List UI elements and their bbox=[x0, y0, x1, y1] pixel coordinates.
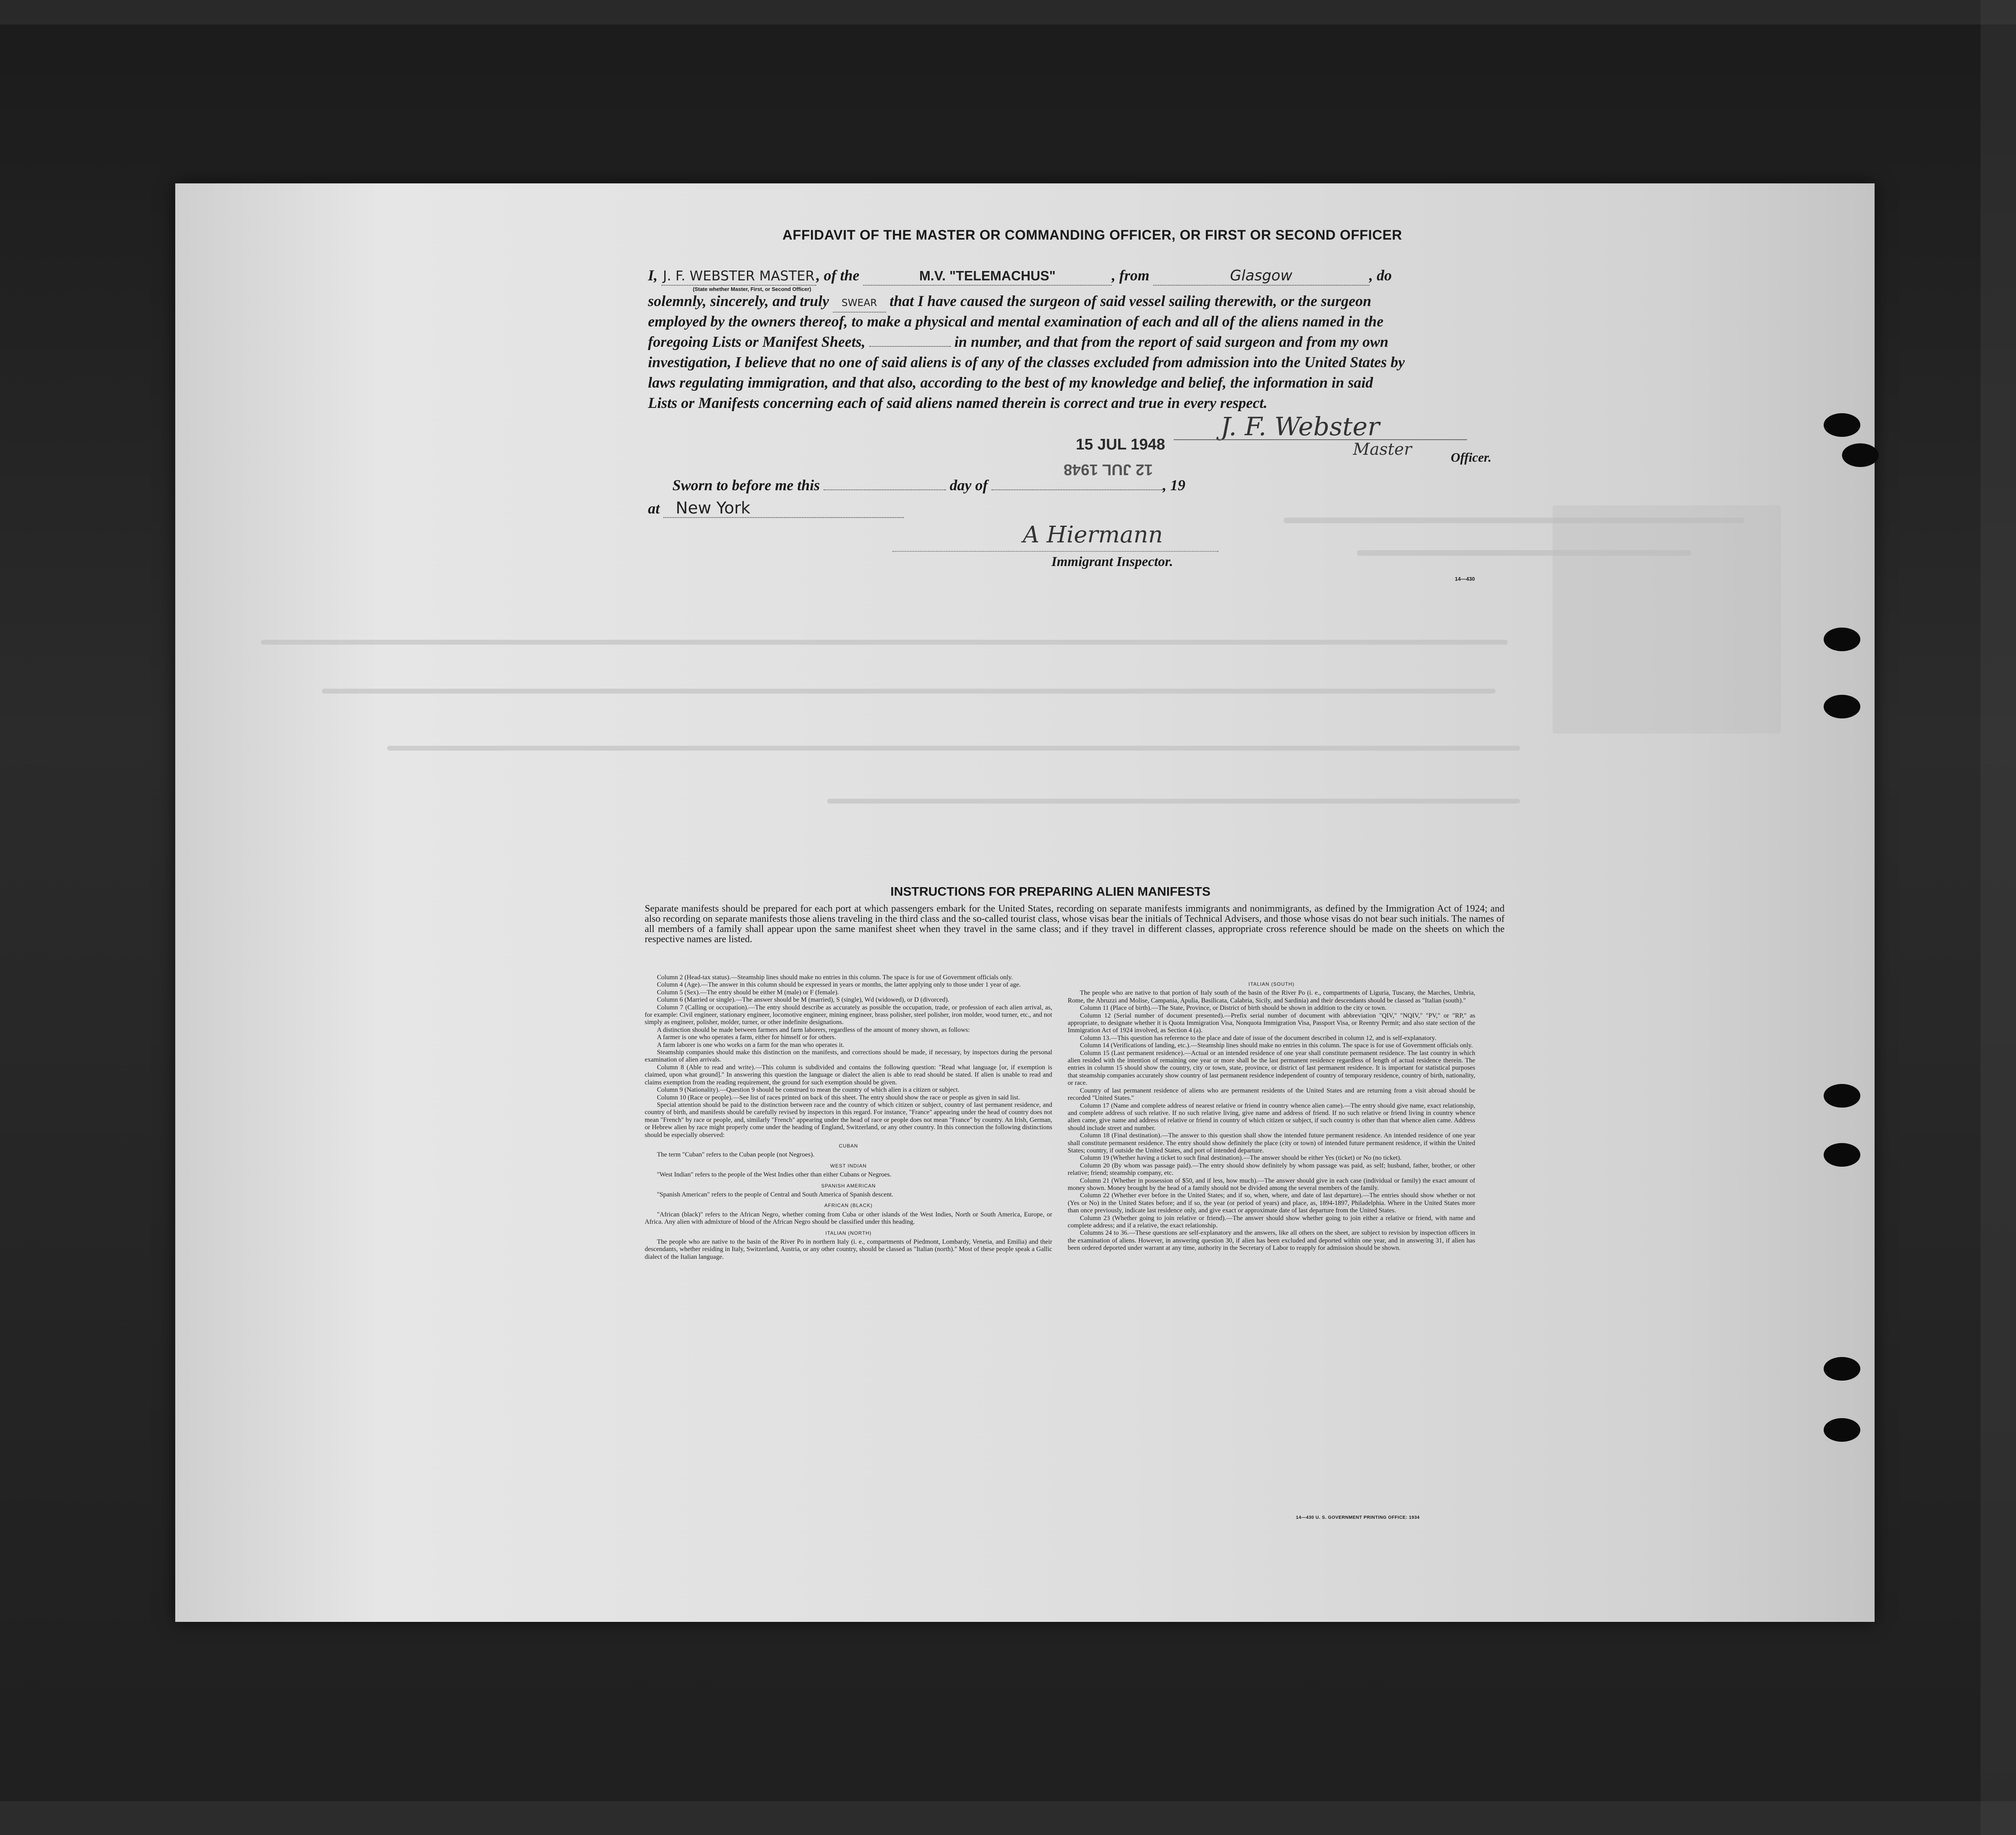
bleed-through-mark bbox=[261, 640, 1508, 645]
instruction-paragraph: Column 11 (Place of birth).—The State, Province, or District of birth should be shown in addition to the city or town. bbox=[1080, 1005, 1387, 1012]
instruction-paragraph: Column 21 (Whether in possession of $50, and if less, how much).—The answer should give in each case (individual or family) the exact amount of money shown. Money brought by the head of a family should not be divided among the several members of the family. bbox=[1068, 1177, 1475, 1192]
instruction-paragraph: Steamship companies should make this distinction on the manifests, and corrections should be made, if necessary, by inspectors during the personal examination of alien arrivals. bbox=[645, 1049, 1052, 1064]
affidavit-line-1 bbox=[648, 267, 1392, 286]
instruction-paragraph: Column 13.—This question has reference to the place and date of issue of the document described in column 12, and is self-explanatory. bbox=[1080, 1034, 1437, 1042]
sworn-month-field bbox=[991, 489, 1163, 490]
date-stamp: 15 JUL 1948 bbox=[1076, 436, 1166, 453]
punch-hole bbox=[1842, 443, 1879, 467]
officer-label: Officer. bbox=[1451, 450, 1492, 465]
date-stamp-reverse: 12 JUL 1948 bbox=[1064, 461, 1153, 478]
section-heading: ITALIAN (SOUTH) bbox=[1248, 981, 1295, 987]
instruction-paragraph: Column 20 (By whom was passage paid).—The entry should show definitely by whom passage was paid, as self; husband, father, brother, or other relative; friend; steamship company, etc. bbox=[1068, 1162, 1475, 1177]
instruction-paragraph: The term "Cuban" refers to the Cuban people (not Negroes). bbox=[657, 1151, 815, 1159]
instructions-intro: Separate manifests should be prepared for each port at which passengers embark for the United States, recording on separate manifests immigrants and nonimmigrants, as defined by the Immigration Act of 1924; and also recording on separate manifests those aliens traveling in the third class and the so-called tourist class, whose visas bear the initials of Technical Advisers, and those whose visas do not bear such initials. The names of all members of a family shall appear upon the same manifest sheet when they travel in the same class; and if they travel in different classes, appropriate cross reference should be made on the sheets on which the respective names are listed. bbox=[645, 903, 1505, 945]
instruction-paragraph: Column 10 (Race or people).—See list of races printed on back of this sheet. The entry should show the race or people as given in said list. bbox=[657, 1094, 1020, 1101]
oath-field: SWEAR bbox=[833, 294, 886, 313]
affidavit-text: I, bbox=[648, 267, 658, 284]
instruction-paragraph: The people who are native to that portion of Italy south of the basin of the River Po (i. e., compartments of Liguria, Tuscany, the Marches, Umbria, Rome, the Abruzzi and Molise, Campania, Apulia, Basilicata, Calabria, Sicily, and Sardinia) and their descendants should be classed as "Italian (south)." bbox=[1068, 989, 1475, 1004]
affidavit-text: foregoing Lists or Manifest Sheets, bbox=[648, 334, 866, 350]
punch-hole bbox=[1824, 1418, 1860, 1442]
signature-line bbox=[1174, 439, 1467, 440]
bleed-through-mark bbox=[387, 746, 1520, 751]
instruction-paragraph: Column 9 (Nationality).—Question 9 should be construed to mean the country of which alien is a citizen or subject. bbox=[657, 1086, 960, 1094]
place-line bbox=[648, 499, 904, 518]
sworn-text: Sworn to before me this bbox=[672, 477, 820, 494]
instruction-paragraph: Column 2 (Head-tax status).—Steamship lines should make no entries in this column. The space is for use of Government officials only. bbox=[657, 974, 1013, 981]
instruction-paragraph: The people who are native to the basin of the River Po in northern Italy (i. e., compartments of Piedmont, Lombardy, Venetia, and Emilia) and their descendants, whether residing in Italy, Switzerland, Austria, or any other country, should be classed as "Italian (north)." Most of these people speak a Gallic dialect of the Italian language. bbox=[645, 1238, 1052, 1260]
affidavit-line-2 bbox=[648, 293, 1371, 313]
punch-hole bbox=[1824, 413, 1860, 437]
affidavit-text: solemnly, sincerely, and truly bbox=[648, 293, 829, 310]
instruction-paragraph: Column 4 (Age).—The answer in this column should be expressed in years or months, the latter applying only to those under 1 year of age. bbox=[657, 981, 1021, 989]
punch-hole bbox=[1824, 1084, 1860, 1108]
affidavit-text: , of the bbox=[816, 267, 859, 284]
punch-hole bbox=[1824, 1143, 1860, 1167]
instruction-paragraph: "African (black)" refers to the African Negro, whether coming from Cuba or other islands of the West Indies, North or South America, Europe, or Africa. Any alien with admixture of blood of the African Negro should be classified under this heading. bbox=[645, 1211, 1052, 1226]
bleed-through-mark bbox=[1553, 505, 1781, 734]
instruction-paragraph: A distinction should be made between farmers and farm laborers, regardless of the amount of money shown, as follows: bbox=[657, 1026, 970, 1033]
sworn-day-field bbox=[824, 489, 946, 490]
sworn-line bbox=[672, 477, 1185, 495]
affidavit-line-7: Lists or Manifests concerning each of said aliens named therein is correct and true in every respect. bbox=[648, 395, 1268, 412]
count-field bbox=[869, 346, 951, 347]
film-edge bbox=[1981, 0, 2016, 1835]
punch-hole bbox=[1824, 1357, 1860, 1381]
inspector-signature: A Hiermann bbox=[1023, 522, 1163, 548]
sworn-text: , 19 bbox=[1163, 477, 1185, 494]
master-name-field: J. F. WEBSTER MASTER bbox=[661, 267, 816, 286]
instruction-paragraph: "West Indian" refers to the people of the West Indies other than either Cubans or Negroes. bbox=[657, 1171, 892, 1179]
instructions-right-column bbox=[1068, 977, 1475, 1252]
instruction-paragraph: Column 17 (Name and complete address of nearest relative or friend in country whence alien came).—The entry should give name, exact relationship, and complete address of such relative. If no such relative living, give name and address of friend. If no such relative or friend living in country whence alien came, give name and address of relative or friend in country of which citizen or subject, if such country is other than that whence alien came. Address should include street and number. bbox=[1068, 1102, 1475, 1132]
affidavit-text: in number, and that from the report of said surgeon and from my own bbox=[954, 334, 1388, 350]
affidavit-line-3: employed by the owners thereof, to make a physical and mental examination of each and all of the aliens named in the bbox=[648, 313, 1384, 330]
affidavit-text: that I have caused the surgeon of said vessel sailing therewith, or the surgeon bbox=[889, 293, 1371, 310]
film-edge bbox=[0, 1801, 2016, 1835]
vessel-name-field: M.V. "TELEMACHUS" bbox=[863, 267, 1112, 286]
rank-caption: (State whether Master, First, or Second Officer) bbox=[693, 286, 811, 292]
instruction-paragraph: A farm laborer is one who works on a farm for the man who operates it. bbox=[657, 1041, 844, 1049]
affidavit-text: , from bbox=[1112, 267, 1150, 284]
instruction-paragraph: Column 6 (Married or single).—The answer should be M (married), S (single), Wd (widowed), or D (divorced). bbox=[657, 996, 950, 1004]
section-heading: AFRICAN (BLACK) bbox=[824, 1203, 873, 1209]
section-heading: WEST INDIAN bbox=[830, 1163, 867, 1169]
printing-office-footer: 14—430 U. S. GOVERNMENT PRINTING OFFICE: 1934 bbox=[1296, 1515, 1420, 1520]
section-heading: CUBAN bbox=[839, 1143, 858, 1149]
film-edge bbox=[0, 0, 2016, 24]
instruction-paragraph: Column 22 (Whether ever before in the United States; and if so, when, where, and date of last departure).—The entries should show whether or not (Yes or No) in the United States before; and if so, the year (or period of years) and place, as, 1894-1897, Philadelphia. Where in the United States more than once previously, indicate last residence only, and give exact or approximate date of last departure from the United States. bbox=[1068, 1192, 1475, 1214]
instructions-title: INSTRUCTIONS FOR PREPARING ALIEN MANIFESTS bbox=[890, 884, 1211, 899]
punch-hole bbox=[1824, 695, 1860, 718]
affidavit-line-4 bbox=[648, 333, 1388, 351]
place-field: New York bbox=[663, 499, 904, 518]
instruction-paragraph: Column 8 (Able to read and write).—This column is subdivided and contains the following question: "Read what language [or, if exemption is claimed, upon what ground]." In answering this question the language or dialect the alien is able to read should be stated. If alien is unable to read and claims exemption from the reading requirement, the ground for such exemption should be given. bbox=[645, 1064, 1052, 1086]
instruction-paragraph: Column 18 (Final destination).—The answer to this question shall show the intended future permanent residence. An intended residence of one year shall constitute permanent residence. The entry should show definitely the place (city or town) of intended future permanent residence, if within the United States; country, if outside the United States, and port of intended departure. bbox=[1068, 1132, 1475, 1154]
instruction-paragraph: Columns 24 to 36.—These questions are self-explanatory and the answers, like all others on the sheet, are subject to revision by inspection officers in the examination of aliens. However, in answering question 30, if alien has been excluded and deported within one year, and in answering 31, if alien has been ordered deported under warrant at any time, authority in the Secretary of Labor to reapply for admission should be shown. bbox=[1068, 1229, 1475, 1252]
affidavit-title: AFFIDAVIT OF THE MASTER OR COMMANDING OFFICER, OR FIRST OR SECOND OFFICER bbox=[782, 227, 1402, 243]
instruction-paragraph: Column 15 (Last permanent residence).—Actual or an intended residence of one year shall constitute permanent residence. The last country in which alien resided with the intention of remaining one year or more shall be the last permanent residence regardless of length of actual residence therein. The entries in column 15 should show the country, city or town, state, province, or district of last permanent residence. It is important for statistical purposes that steamship companies accurately show country of last permanent residence independent of country of temporary residence, country of birth, nationality, or race. bbox=[1068, 1049, 1475, 1087]
inspector-line bbox=[892, 551, 1218, 552]
instruction-paragraph: Column 5 (Sex).—The entry should be either M (male) or F (female). bbox=[657, 989, 839, 996]
bleed-through-mark bbox=[322, 689, 1496, 694]
affidavit-text: , do bbox=[1369, 267, 1392, 284]
port-field: Glasgow bbox=[1153, 267, 1369, 286]
instruction-paragraph: Country of last permanent residence of aliens who are permanent residents of the United States and are returning from a visit abroad should be recorded "United States." bbox=[1068, 1087, 1475, 1102]
instruction-paragraph: Column 19 (Whether having a ticket to such final destination).—The answer should be either Yes (ticket) or No (no ticket). bbox=[1080, 1154, 1402, 1162]
instruction-paragraph: Special attention should be paid to the distinction between race and the country of which citizen or subject, country of last permanent residence, and country of birth, and manifests should be carefully revised by inspectors in this regard. For instance, "France" appearing under the head of country does not mean "French" by race or people, and, similarly "French" appearing under the head of race or people does not mean "France" by country. An Irish, German, or Hebrew alien by race might properly come under the heading of England, Switzerland, or any other country. In this connection the following distinctions should be especially observed: bbox=[645, 1101, 1052, 1139]
master-signature: J. F. Webster bbox=[1221, 412, 1380, 441]
sworn-text: day of bbox=[950, 477, 988, 494]
affidavit-line-6: laws regulating immigration, and that also, according to the best of my knowledge and belief, the information in said bbox=[648, 374, 1373, 391]
instruction-paragraph: Column 23 (Whether going to join relative or friend).—The answer should show whether going to join either a relative or friend, with name and complete address; and if a relative, the exact relationship. bbox=[1068, 1214, 1475, 1229]
instruction-paragraph: Column 7 (Calling or occupation).—The entry should describe as accurately as possible the occupation, trade, or profession of each alien arrival, as, for example: Civil engineer, stationary engineer, locomotive engineer, mining engineer, brass polisher, steel polisher, iron molder, wood turner, etc., and not simply as engineer, polisher, molder, turner, or other indefinite designations. bbox=[645, 1004, 1052, 1026]
bleed-through-mark bbox=[827, 799, 1520, 804]
inspector-label: Immigrant Inspector. bbox=[1051, 554, 1173, 569]
instruction-paragraph: A farmer is one who operates a farm, either for himself or for others. bbox=[657, 1034, 836, 1041]
section-heading: ITALIAN (NORTH) bbox=[825, 1230, 872, 1236]
instructions-left-column bbox=[645, 974, 1052, 1261]
officer-rank: Master bbox=[1353, 440, 1412, 459]
form-number: 14—430 bbox=[1455, 576, 1475, 582]
at-label: at bbox=[648, 500, 660, 517]
affidavit-line-5: investigation, I believe that no one of said aliens is of any of the classes excluded from admission into the United States by bbox=[648, 354, 1405, 371]
section-heading: SPANISH AMERICAN bbox=[821, 1183, 876, 1189]
instruction-paragraph: Column 14 (Verifications of landing, etc.).—Steamship lines should make no entries in this column. The space is for use of Government officials only. bbox=[1080, 1042, 1473, 1049]
instruction-paragraph: "Spanish American" refers to the people of Central and South America of Spanish descent. bbox=[657, 1191, 894, 1198]
instruction-paragraph: Column 12 (Serial number of document presented).—Prefix serial number of document with abbreviation "QIV," "NQIV," "PV," or "RP," as appropriate, to designate whether it is Quota Immigration Visa, Nonquota Immigration Visa, Passport Visa, or Reentry Permit; and also state section of the Immigration Act of 1924 involved, as Section 4 (a). bbox=[1068, 1012, 1475, 1034]
punch-hole bbox=[1824, 628, 1860, 651]
